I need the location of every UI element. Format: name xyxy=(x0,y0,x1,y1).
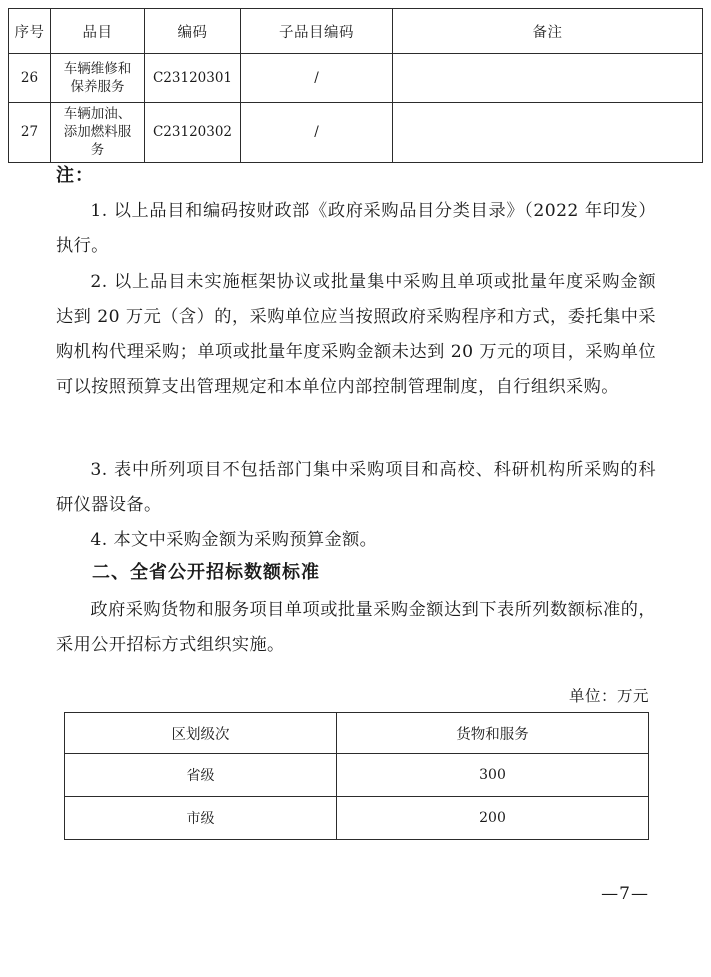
cell-code: C23120302 xyxy=(145,103,241,163)
cell-amount: 200 xyxy=(337,797,649,840)
cell-level: 省级 xyxy=(65,754,337,797)
table-header-row xyxy=(65,713,649,754)
unit-label: 单位：万元 xyxy=(568,687,649,705)
section-two-paragraph: 政府采购货物和服务项目单项或批量采购金额达到下表所列数额标准的，采用公开招标方式组织实施。 xyxy=(56,600,656,655)
cell-note xyxy=(393,103,703,163)
column-header-note: 备注 xyxy=(393,9,703,54)
cell-amount: 300 xyxy=(337,754,649,797)
table-row xyxy=(65,797,649,840)
note-label: 注： xyxy=(56,165,94,186)
cell-no: 27 xyxy=(9,103,51,163)
table-row xyxy=(9,54,703,103)
bidding-threshold-table xyxy=(64,712,649,840)
cell-subcode: / xyxy=(241,103,393,163)
cell-item xyxy=(51,103,145,163)
column-header-code: 编码 xyxy=(145,9,241,54)
note-paragraph-4: 4. 本文中采购金额为采购预算金额。 xyxy=(90,530,378,550)
section-heading-two: 二、全省公开招标数额标准 xyxy=(92,562,320,583)
column-header-level: 区划级次 xyxy=(65,713,337,754)
column-header-amount: 货物和服务 xyxy=(337,713,649,754)
cell-item-text: 车辆加油、添加燃料服务 xyxy=(63,106,132,159)
table-header-row xyxy=(9,9,703,54)
column-header-item: 品目 xyxy=(51,9,145,54)
cell-code: C23120301 xyxy=(145,54,241,103)
table-row xyxy=(65,754,649,797)
cell-subcode: / xyxy=(241,54,393,103)
column-header-subcode: 子品目编码 xyxy=(241,9,393,54)
page-number: —7— xyxy=(601,884,649,904)
procurement-catalog-table xyxy=(8,8,703,163)
note-paragraph-3: 3. 表中所列项目不包括部门集中采购项目和高校、科研机构所采购的科研仪器设备。 xyxy=(56,460,656,515)
cell-level: 市级 xyxy=(65,797,337,840)
cell-no: 26 xyxy=(9,54,51,103)
table-row xyxy=(9,103,703,163)
cell-item xyxy=(51,54,145,103)
note-paragraph-1: 1. 以上品目和编码按财政部《政府采购品目分类目录》（2022 年印发）执行。 xyxy=(56,201,656,256)
note-paragraph-2: 2. 以上品目未实施框架协议或批量集中采购且单项或批量年度采购金额达到 20 万元（含）的，采购单位应当按照政府采购程序和方式，委托集中采购机构代理采购；单项或批量年度采购金额未达到 20 万元的项目，采购单位可以按照预算支出管理规定和本单位内部控制管理制度，自行组织采购。 xyxy=(56,272,656,397)
cell-item-text: 车辆维修和保养服务 xyxy=(63,60,132,95)
cell-note xyxy=(393,54,703,103)
column-header-no: 序号 xyxy=(9,9,51,54)
